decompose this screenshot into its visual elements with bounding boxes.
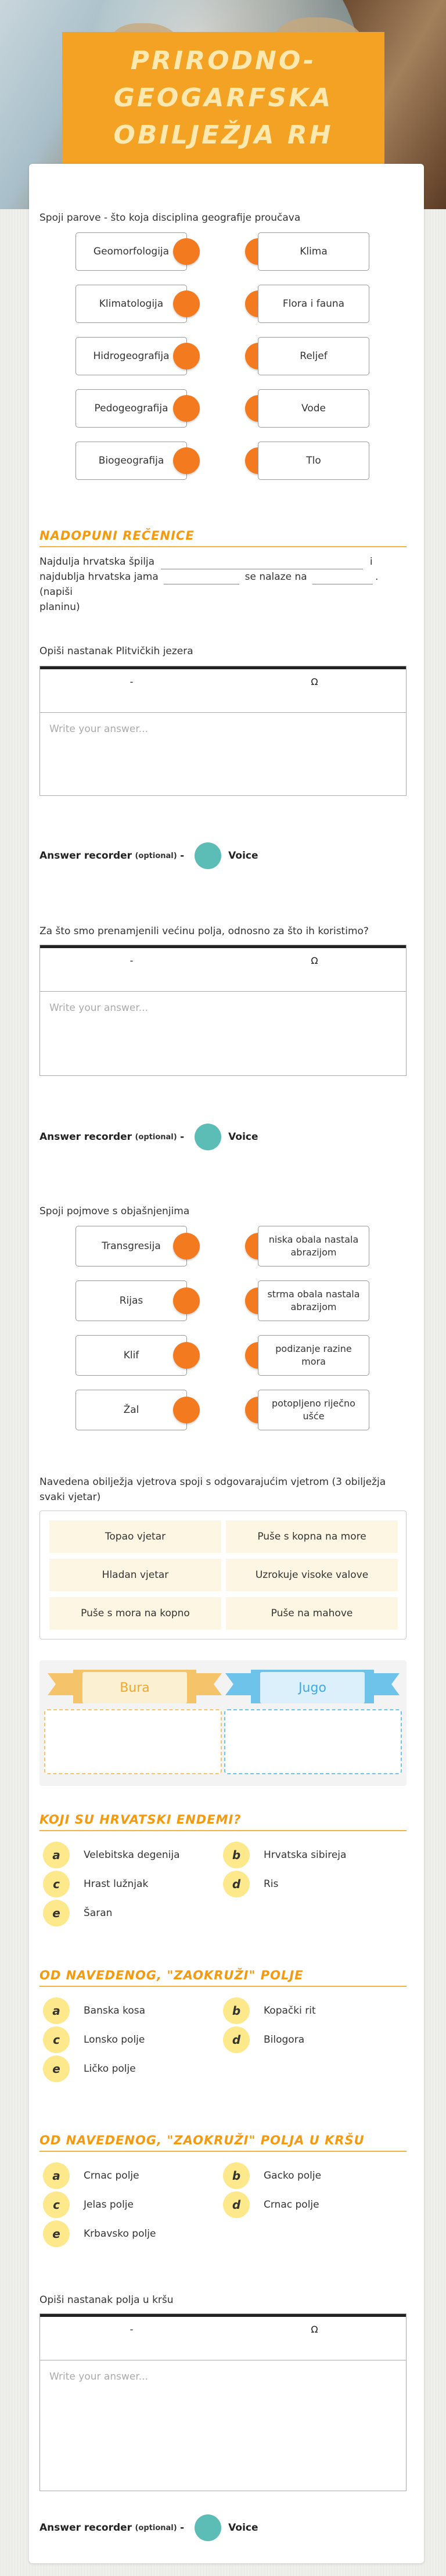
choice-option[interactable]: d Crnac polje — [223, 2191, 319, 2218]
choice-option[interactable]: b Hrvatska sibireja — [223, 1842, 346, 1868]
choice-option[interactable]: d Ris — [223, 1871, 278, 1897]
match-left-item[interactable]: Žal — [75, 1390, 187, 1430]
answer-recorder: Answer recorder (optional) - Voice — [39, 2514, 258, 2541]
choice-letter: a — [43, 1997, 70, 2024]
match-left-item[interactable]: Hidrogeografija — [75, 337, 187, 375]
answer-textarea[interactable]: Write your answer... — [49, 1002, 148, 1014]
match-right-item[interactable]: Tlo — [258, 442, 369, 480]
choice-letter: c — [43, 1871, 70, 1897]
draggable-item[interactable]: Puše s mora na kopno — [49, 1597, 221, 1630]
match-connector-dot[interactable] — [173, 1342, 200, 1369]
q3-prompt: Opiši nastanak Plitvičkih jezera — [39, 645, 193, 657]
q6-items-pool — [39, 1511, 407, 1639]
answer-editor — [39, 2313, 407, 2491]
match-left-item[interactable]: Geomorfologija — [75, 232, 187, 271]
q2-heading: NADOPUNI REČENICE — [39, 529, 407, 547]
match-right-item[interactable]: Vode — [258, 389, 369, 428]
draggable-item[interactable]: Puše s kopna na more — [226, 1520, 398, 1553]
choice-letter: c — [43, 2191, 70, 2218]
bin-title-jugo: Jugo — [260, 1672, 365, 1703]
match-right-item[interactable]: Flora i fauna — [258, 285, 369, 323]
choice-letter: c — [43, 2026, 70, 2053]
voice-record-button[interactable] — [195, 2514, 221, 2541]
choice-option[interactable]: c Lonsko polje — [43, 2026, 145, 2053]
choice-option[interactable]: c Jelas polje — [43, 2191, 134, 2218]
match-left-item[interactable]: Rijas — [75, 1280, 187, 1321]
match-left-item[interactable]: Transgresija — [75, 1226, 187, 1267]
match-connector-dot[interactable] — [173, 447, 200, 474]
choice-letter: a — [43, 1842, 70, 1868]
choice-letter: d — [223, 2026, 250, 2053]
choice-letter: b — [223, 1997, 250, 2024]
choice-option[interactable]: a Crnac polje — [43, 2162, 139, 2189]
special-char-button[interactable]: Ω — [311, 2324, 318, 2335]
editor-toolbar — [40, 2314, 406, 2360]
answer-recorder: Answer recorder (optional) - Voice — [39, 842, 258, 869]
choice-option[interactable]: a Velebitska degenija — [43, 1842, 180, 1868]
q8-heading: OD NAVEDENOG, "ZAOKRUŽI" POLJE — [39, 1968, 407, 1987]
q2-fill-text: Najdulja hrvatska špilja i najdublja hrvatska jama se nalaze na . (napiši planinu) — [39, 556, 379, 613]
choice-option[interactable]: e Ličko polje — [43, 2055, 136, 2082]
dash-tool-button[interactable]: - — [130, 2324, 134, 2335]
draggable-item[interactable]: Topao vjetar — [49, 1520, 221, 1553]
choice-option[interactable]: a Banska kosa — [43, 1997, 145, 2024]
choice-option[interactable]: e Krbavsko polje — [43, 2220, 156, 2247]
choice-letter: a — [43, 2162, 70, 2189]
q5-prompt: Spoji pojmove s objašnjenjima — [39, 1206, 190, 1217]
choice-letter: d — [223, 1871, 250, 1897]
bin-title-bura: Bura — [82, 1672, 187, 1703]
fill-blank-input[interactable] — [164, 574, 239, 584]
draggable-item[interactable]: Puše na mahove — [226, 1597, 398, 1630]
dash-tool-button[interactable]: - — [130, 955, 134, 966]
match-left-item[interactable]: Klimatologija — [75, 285, 187, 323]
choice-letter: b — [223, 2162, 250, 2189]
match-left-item[interactable]: Klif — [75, 1335, 187, 1376]
draggable-item[interactable]: Hladan vjetar — [49, 1559, 221, 1591]
dash-tool-button[interactable]: - — [130, 676, 134, 687]
match-right-item[interactable]: strma obala nastala abrazijom — [258, 1280, 369, 1321]
answer-textarea[interactable]: Write your answer... — [49, 723, 148, 735]
title-banner — [62, 32, 384, 164]
choice-option[interactable]: d Bilogora — [223, 2026, 304, 2053]
match-left-item[interactable]: Biogeografija — [75, 442, 187, 480]
q6-prompt: Navedena obilježja vjetrova spoji s odgovarajućim vjetrom (3 obilježja svaki vjetar) — [39, 1476, 386, 1503]
page-title: PRIRODNO-GEOGARFSKA OBILJEŽJA RH — [113, 46, 333, 150]
answer-recorder: Answer recorder (optional) - Voice — [39, 1124, 258, 1150]
choice-letter: e — [43, 2055, 70, 2082]
editor-toolbar — [40, 945, 406, 992]
match-connector-dot[interactable] — [173, 1233, 200, 1260]
special-char-button[interactable]: Ω — [311, 955, 318, 966]
answer-editor — [39, 945, 407, 1076]
drop-zone-bura[interactable] — [44, 1709, 222, 1774]
match-right-item[interactable]: niska obala nastala abrazijom — [258, 1226, 369, 1267]
drop-zone-jugo[interactable] — [224, 1709, 402, 1774]
match-right-item[interactable]: podizanje razine mora — [258, 1335, 369, 1376]
answer-editor — [39, 666, 407, 796]
choice-option[interactable]: b Kopački rit — [223, 1997, 316, 2024]
voice-record-button[interactable] — [195, 1124, 221, 1150]
match-connector-dot[interactable] — [173, 1397, 200, 1423]
choice-letter: b — [223, 1842, 250, 1868]
fill-blank-input[interactable] — [161, 559, 363, 569]
choice-option[interactable]: c Hrast lužnjak — [43, 1871, 148, 1897]
match-right-item[interactable]: potopljeno riječno ušće — [258, 1390, 369, 1430]
match-left-item[interactable]: Pedogeografija — [75, 389, 187, 428]
match-connector-dot[interactable] — [173, 290, 200, 317]
match-right-item[interactable]: Klima — [258, 232, 369, 271]
q6-bins — [39, 1660, 407, 1786]
fill-blank-input[interactable] — [312, 574, 373, 584]
match-connector-dot[interactable] — [173, 343, 200, 369]
choice-letter: e — [43, 2220, 70, 2247]
match-connector-dot[interactable] — [173, 1287, 200, 1314]
q1-prompt: Spoji parove - što koja disciplina geografije proučava — [39, 212, 301, 224]
editor-toolbar — [40, 666, 406, 713]
choice-letter: e — [43, 1900, 70, 1926]
match-connector-dot[interactable] — [173, 238, 200, 265]
worksheet-card — [29, 164, 424, 2563]
choice-option[interactable]: e Šaran — [43, 1900, 112, 1926]
answer-textarea[interactable]: Write your answer... — [49, 2371, 148, 2383]
match-right-item[interactable]: Reljef — [258, 337, 369, 375]
voice-record-button[interactable] — [195, 842, 221, 869]
choice-option[interactable]: b Gacko polje — [223, 2162, 321, 2189]
q4-prompt: Za što smo prenamjenili većinu polja, odnosno za što ih koristimo? — [39, 925, 369, 937]
draggable-item[interactable]: Uzrokuje visoke valove — [226, 1559, 398, 1591]
q10-prompt: Opiši nastanak polja u kršu — [39, 2294, 174, 2306]
special-char-button[interactable]: Ω — [311, 676, 318, 687]
q7-heading: KOJI SU HRVATSKI ENDEMI? — [39, 1813, 407, 1831]
choice-letter: d — [223, 2191, 250, 2218]
match-connector-dot[interactable] — [173, 395, 200, 422]
q9-heading: OD NAVEDENOG, "ZAOKRUŽI" POLJA U KRŠU — [39, 2133, 407, 2152]
